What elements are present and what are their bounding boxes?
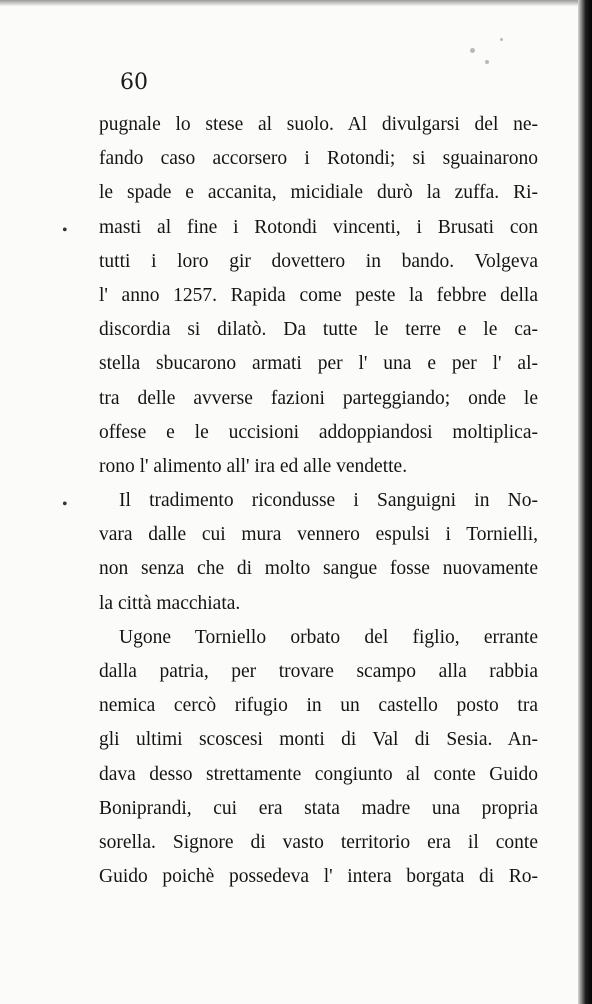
text-line: gli ultimi scoscesi monti di Val di Sesia. An- bbox=[99, 729, 538, 751]
text-line: Il tradimento ricondusse i Sanguigni in No- bbox=[119, 490, 538, 512]
text-line: la città macchiata. bbox=[99, 592, 241, 614]
text-line: Boniprandi, cui era stata madre una propria bbox=[99, 797, 538, 819]
text-line: stella sbucarono armati per l' una e per l' al- bbox=[99, 353, 538, 375]
page-number: 60 bbox=[120, 70, 148, 95]
text-line: l' anno 1257. Rapida come peste la febbre della bbox=[99, 284, 538, 306]
text-line: dava desso strettamente congiunto al conte Guido bbox=[99, 763, 538, 785]
text-line: sorella. Signore di vasto territorio era il conte bbox=[99, 831, 538, 853]
text-line: pugnale lo stese al suolo. Al divulgarsi del ne- bbox=[99, 114, 538, 135]
page-text bbox=[99, 108, 538, 894]
text-line: rono l' alimento all' ira ed alle vendette. bbox=[99, 455, 408, 477]
margin-mark: • bbox=[62, 222, 68, 239]
text-line: offese e le uccisioni addoppiandosi moltiplica- bbox=[99, 421, 538, 443]
text-line: masti al fine i Rotondi vincenti, i Brusati con bbox=[99, 216, 538, 238]
text-line: le spade e accanita, micidiale durò la zuffa. Ri- bbox=[99, 182, 538, 204]
paper-speck bbox=[485, 60, 489, 64]
text-line: Guido poichè possedeva l' intera borgata di Ro- bbox=[99, 866, 538, 888]
margin-mark: • bbox=[62, 496, 68, 513]
text-line: dalla patria, per trovare scampo alla rabbia bbox=[99, 661, 538, 682]
text-line: tra delle avverse fazioni parteggiando; onde le bbox=[99, 387, 538, 409]
page-top-edge bbox=[0, 0, 592, 6]
text-line: nemica cercò rifugio in un castello posto tra bbox=[99, 695, 538, 717]
text-line: discordia si dilatò. Da tutte le terre e le ca- bbox=[99, 319, 538, 341]
text-line: fando caso accorsero i Rotondi; si sguainarono bbox=[99, 148, 538, 170]
page-binding-edge bbox=[578, 0, 592, 1004]
text-line: vara dalle cui mura vennero espulsi i Tornielli, bbox=[99, 524, 538, 546]
text-line: tutti i loro gir dovettero in bando. Volgeva bbox=[99, 250, 538, 272]
text-line: non senza che di molto sangue fosse nuovamente bbox=[99, 558, 538, 580]
text-line: Ugone Torniello orbato del figlio, errante bbox=[119, 626, 538, 648]
paper-speck bbox=[500, 38, 503, 41]
paper-speck bbox=[470, 48, 475, 53]
